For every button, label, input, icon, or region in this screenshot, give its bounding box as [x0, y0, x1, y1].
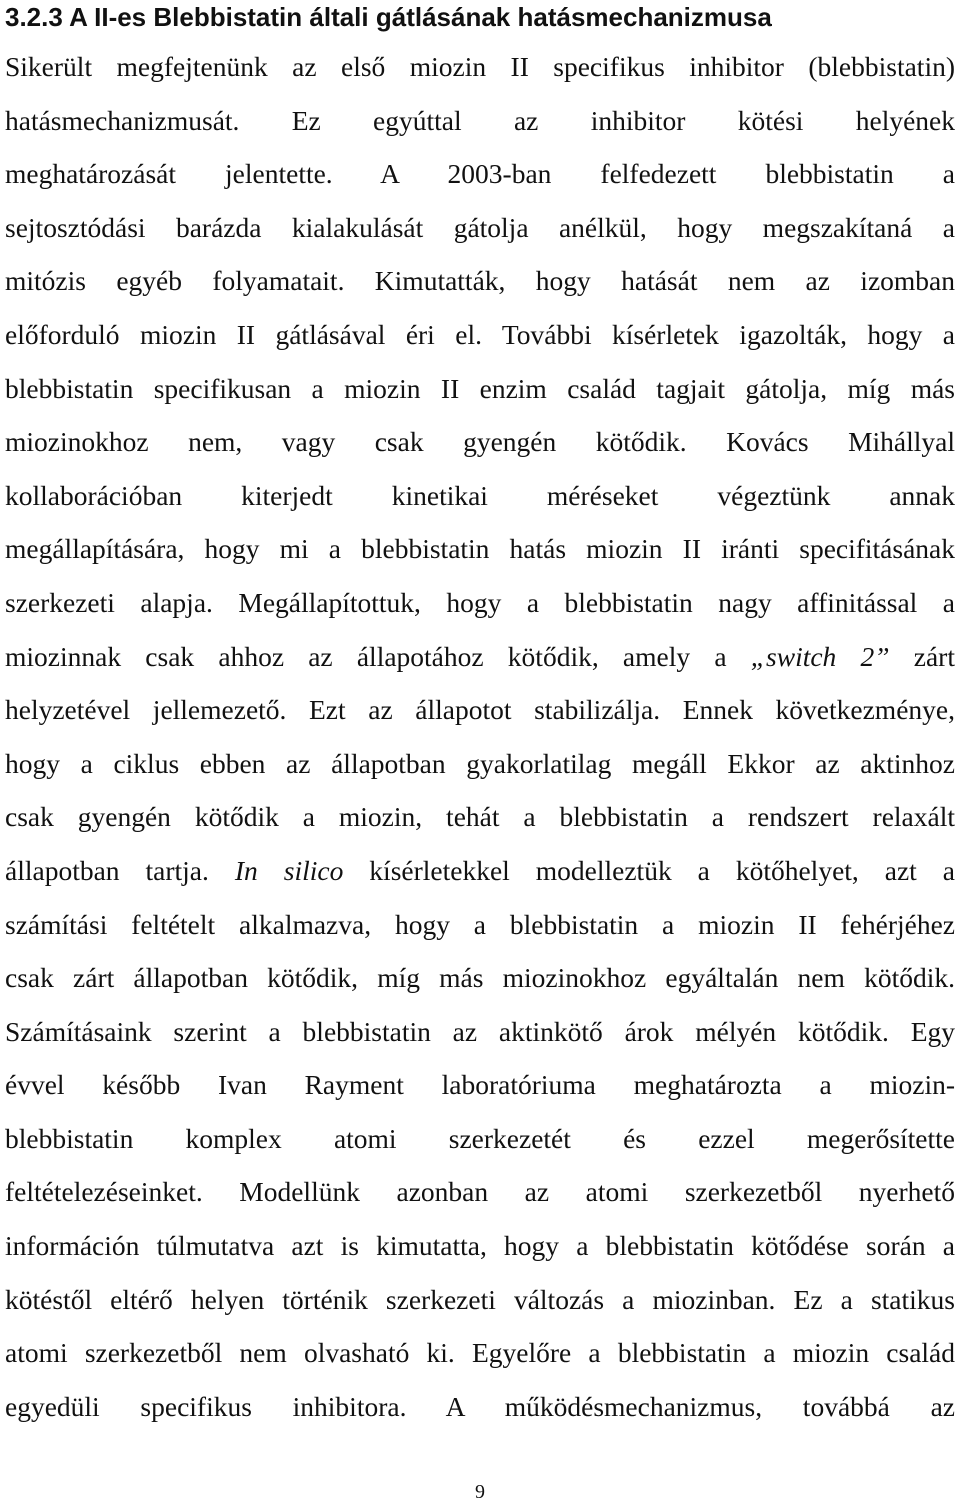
text-line: miozinokhoz nem, vagy csak gyengén kötődik. Kovács Mihállyal	[5, 426, 955, 458]
text-line: hogy a ciklus ebben az állapotban gyakorlatilag megáll Ekkor az aktinhoz	[5, 747, 955, 779]
text-line: miozinnak csak ahhoz az állapotához kötődik, amely a „switch 2” zárt	[5, 640, 955, 672]
text-line: Sikerült megfejtenünk az első miozin II specifikus inhibitor (blebbistatin)	[5, 51, 955, 82]
text-line: mitózis egyéb folyamatait. Kimutatták, hogy hatását nem az izomban	[5, 265, 955, 297]
text-line: kötéstől eltérő helyen történik szerkezeti változás a miozinban. Ez a statikus	[5, 1283, 955, 1315]
text-line: számítási feltételt alkalmazva, hogy a blebbistatin a miozin II fehérjéhez	[5, 908, 955, 940]
text-line: csak zárt állapotban kötődik, míg más miozinokhoz egyáltalán nem kötődik.	[5, 962, 955, 994]
text-line: feltételezéseinket. Modellünk azonban az atomi szerkezetből nyerhető	[5, 1176, 955, 1208]
text-line: sejtosztódási barázda kialakulását gátolja anélkül, hogy megszakítaná a	[5, 211, 955, 243]
text-line: hatásmechanizmusát. Ez egyúttal az inhibitor kötési helyének	[5, 104, 955, 136]
body-paragraph	[5, 40, 955, 1433]
text-line: információn túlmutatva azt is kimutatta, hogy a blebbistatin kötődése során a	[5, 1230, 955, 1262]
text-line: helyzetével jellemezető. Ezt az állapotot stabilizálja. Ennek következménye,	[5, 694, 955, 726]
text-line: állapotban tartja. In silico kísérletekkel modelleztük a kötőhelyet, azt a	[5, 854, 955, 886]
text-line: Számításaink szerint a blebbistatin az aktinkötő árok mélyén kötődik. Egy	[5, 1015, 955, 1047]
page-number: 9	[475, 1481, 485, 1503]
text-line: megállapítására, hogy mi a blebbistatin hatás miozin II iránti specifitásának	[5, 533, 955, 565]
text-line: kollaborációban kiterjedt kinetikai méréseket végeztünk annak	[5, 479, 955, 511]
text-line: atomi szerkezetből nem olvasható ki. Egyelőre a blebbistatin a miozin család	[5, 1337, 955, 1369]
text-line: csak gyengén kötődik a miozin, tehát a blebbistatin a rendszert relaxált	[5, 801, 955, 833]
italic-term: „switch 2”	[750, 640, 890, 672]
text-line: egyedüli specifikus inhibitora. A működésmechanizmus, továbbá az	[5, 1390, 955, 1422]
text-line: előforduló miozin II gátlásával éri el. További kísérletek igazolták, hogy a	[5, 318, 955, 350]
text-line: meghatározását jelentette. A 2003-ban felfedezett blebbistatin a	[5, 158, 955, 190]
text-line: évvel később Ivan Rayment laboratóriuma meghatározta a miozin-	[5, 1069, 955, 1101]
italic-term: In silico	[234, 854, 344, 886]
text-line: blebbistatin specifikusan a miozin II enzim család tagjait gátolja, míg más	[5, 372, 955, 404]
section-heading: 3.2.3 A II-es Blebbistatin általi gátlásának hatásmechanizmusa	[5, 2, 772, 32]
text-line: szerkezeti alapja. Megállapítottuk, hogy a blebbistatin nagy affinitással a	[5, 586, 955, 618]
text-line: blebbistatin komplex atomi szerkezetét és ezzel megerősítette	[5, 1122, 955, 1154]
